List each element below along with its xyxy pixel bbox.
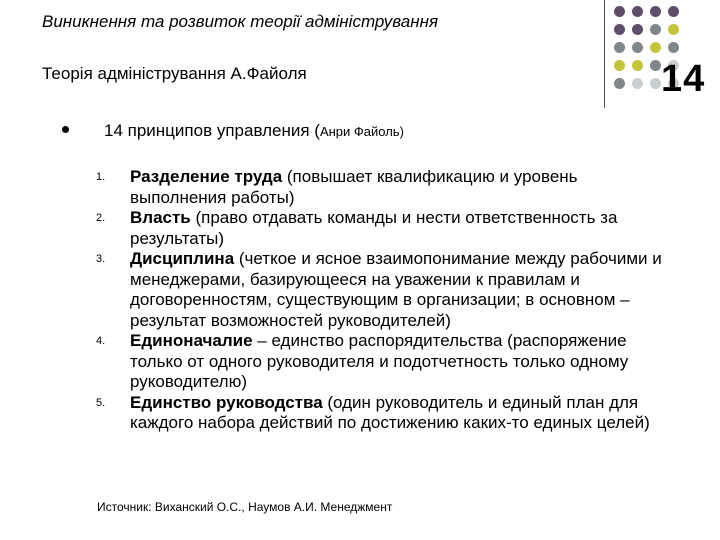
principle-term: Единоначалие (130, 331, 253, 350)
decorative-dot (614, 78, 625, 89)
principle-description: (право отдавать команды и нести ответственность за результаты) (130, 208, 618, 248)
principle-description: – единство распорядительства (распоряжение только от одного руководителя и подотчетность только одному руководителю) (130, 331, 629, 391)
decorative-dot (614, 24, 625, 35)
slide-subtitle: Теорія адміністрування А.Файоля (42, 64, 307, 83)
principle-term: Дисциплина (130, 249, 235, 268)
decorative-dot (668, 24, 679, 35)
bullet-icon (62, 126, 69, 133)
decorative-dot (632, 24, 643, 35)
list-item (96, 208, 676, 249)
decorative-dot (650, 24, 661, 35)
decorative-dot (614, 6, 625, 17)
main-heading-text: 14 принципов управления (104, 121, 310, 140)
principle-description: (один руководитель и единый план для каждого набора действий по достижению каких-то единых целей) (130, 392, 650, 432)
decorative-dot (632, 60, 643, 71)
list-item (96, 393, 676, 434)
principle-term: Разделение труда (130, 167, 283, 186)
list-item-number: 1. (96, 171, 106, 183)
principles-list (96, 167, 676, 434)
source-citation: Источник: Виханский О.С., Наумов А.И. Менеджмент (97, 500, 393, 514)
decorative-dot (632, 78, 643, 89)
header-divider (604, 0, 605, 108)
principle-description: (повышает квалификацию и уровень выполнения работы) (130, 167, 578, 207)
main-heading (104, 121, 404, 141)
decorative-dot (614, 60, 625, 71)
list-item-number: 3. (96, 253, 106, 265)
decorative-dot (668, 42, 679, 53)
list-item-number: 2. (96, 212, 106, 224)
list-item (96, 331, 676, 393)
decorative-dot (650, 6, 661, 17)
main-heading-author: Анри Файоль) (319, 124, 404, 139)
decorative-dot (650, 60, 661, 71)
decorative-dot (614, 42, 625, 53)
main-heading-paren: ( (314, 121, 320, 140)
principle-term: Единство руководства (130, 392, 323, 412)
list-item (96, 249, 676, 331)
decorative-dot (650, 42, 661, 53)
decorative-dot (650, 78, 661, 89)
list-item (96, 167, 676, 208)
list-item-number: 4. (96, 335, 106, 347)
principle-description: (четкое и ясное взаимопонимание между рабочими и менеджерами, базирующееся на уважении к правилам и договоренностям, существующим в организации; в основном – результат возможностей руководителей) (130, 249, 662, 330)
principle-term: Власть (130, 208, 191, 227)
slide-number: 14 (661, 58, 706, 100)
decorative-dot (632, 42, 643, 53)
decorative-dot (632, 6, 643, 17)
decorative-dot (668, 6, 679, 17)
slide-title: Виникнення та розвиток теорії адміністрування (42, 12, 439, 31)
list-item-number: 5. (96, 396, 106, 409)
